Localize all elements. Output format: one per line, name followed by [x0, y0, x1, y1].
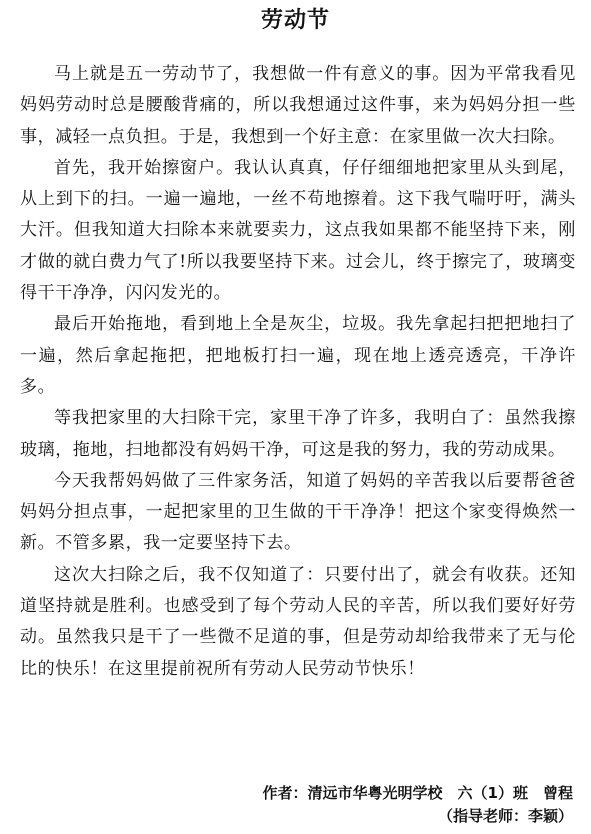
paragraph-3: 最后开始拖地，看到地上全是灰尘，垃圾。我先拿起扫把把地扫了一遍，然后拿起拖把，把地板打扫一遍，现在地上透亮透亮，干净许多。 [20, 314, 576, 397]
author-line: 作者：清远市华粤光明学校 六（1）班 曾程 [262, 784, 573, 802]
paragraph-2: 首先，我开始擦窗户。我认认真真，仔仔细细地把家里从头到尾，从上到下的扫。一遍一遍地，一丝不苟地擦着。这下我气喘吁吁，满头大汗。但我知道大扫除本来就要卖力，这点我如果都不能坚持下来，刚才做的就白费力气了!所以我要坚持下来。过会儿，终于擦完了，玻璃变得干干净净，闪闪发光的。 [20, 157, 576, 304]
essay-body [20, 59, 576, 685]
paragraph-4: 等我把家里的大扫除干完，家里干净了许多，我明白了：虽然我擦玻璃，拖地，扫地都没有妈妈干净，可这是我的努力，我的劳动成果。 [20, 408, 576, 460]
teacher-line: （指导老师：李颖） [437, 807, 573, 825]
paragraph-6: 这次大扫除之后，我不仅知道了：只要付出了，就会有收获。还知道坚持就是胜利。也感受到了每个劳动人民的辛苦，所以我们要好好劳动。虽然我只是干了一些微不足道的事，但是劳动却给我带来了无与伦比的快乐！在这里提前祝所有劳动人民劳动节快乐！ [20, 564, 576, 679]
paragraph-5: 今天我帮妈妈做了三件家务活，知道了妈妈的辛苦我以后要帮爸爸妈妈分担点事，一起把家里的卫生做的干干净净！把这个家变得焕然一新。不管多累，我一定要坚持下去。 [20, 470, 576, 554]
paragraph-1: 马上就是五一劳动节了，我想做一件有意义的事。因为平常我看见妈妈劳动时总是腰酸背痛的，所以我想通过这件事，来为妈妈分担一些事，减轻一点负担。于是，我想到一个好主意：在家里做一次大扫除。 [20, 64, 576, 147]
document-title: 劳动节 [260, 8, 330, 33]
